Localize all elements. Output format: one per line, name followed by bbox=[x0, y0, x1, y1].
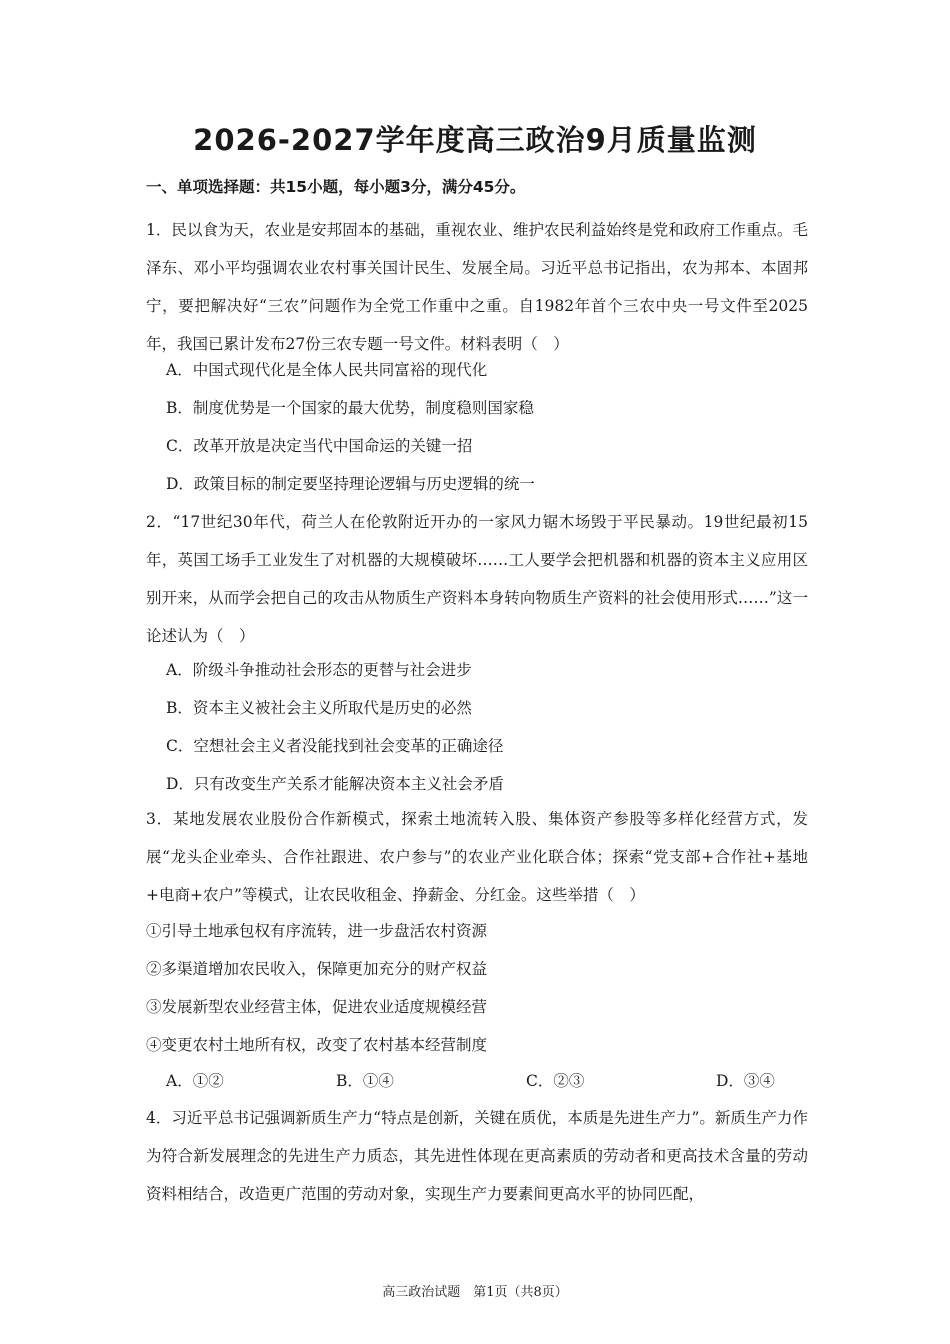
page-title: 2026-2027学年度高三政治9月质量监测 bbox=[193, 123, 757, 157]
q2-option-d: D．只有改变生产关系才能解决资本主义社会矛盾 bbox=[166, 775, 504, 793]
question-2-stem: 2．“17世纪30年代，荷兰人在伦敦附近开办的一家风力锯木场毁于平民暴动。19世纪最初15年，英国工场手工业发生了对机器的大规模破坏……工人要学会把机器和机器的资本主义应用区别开来，从而学会把自己的攻击从物质生产资料本身转向物质生产资料的社会使用形式……”这一论述认为（ ） bbox=[146, 513, 808, 645]
q2-option-a: A．阶级斗争推动社会形态的更替与社会进步 bbox=[166, 661, 472, 679]
q3-statement-3: ③发展新型农业经营主体，促进农业适度规模经营 bbox=[146, 998, 488, 1016]
q2-option-c: C．空想社会主义者没能找到社会变革的正确途径 bbox=[166, 737, 504, 755]
q1-option-c: C．改革开放是决定当代中国命运的关键一招 bbox=[166, 437, 473, 455]
q1-option-d: D．政策目标的制定要坚持理论逻辑与历史逻辑的统一 bbox=[166, 475, 535, 493]
q3-statement-4: ④变更农村土地所有权，改变了农村基本经营制度 bbox=[146, 1036, 488, 1054]
question-3-stem: 3．某地发展农业股份合作新模式，探索土地流转入股、集体资产参股等多样化经营方式，发展“龙头企业牵头、合作社跟进、农户参与”的农业产业化联合体；探索“党支部+合作社+基地+电商+农户”等模式，让农民收租金、挣薪金、分红金。这些举措（ ） bbox=[146, 810, 808, 904]
question-1-stem: 1．民以食为天，农业是安邦固本的基础，重视农业、维护农民利益始终是党和政府工作重点。毛泽东、邓小平均强调农业农村事关国计民生、发展全局。习近平总书记指出，农为邦本、本固邦宁，要把解决好“三农”问题作为全党工作重中之重。自1982年首个三农中央一号文件至2025年，我国已累计发布27份三农专题一号文件。材料表明（ ） bbox=[146, 221, 808, 353]
q3-statement-2: ②多渠道增加农民收入，保障更加充分的财产权益 bbox=[146, 960, 488, 978]
question-4-stem: 4．习近平总书记强调新质生产力“特点是创新，关键在质优，本质是先进生产力”。新质生产力作为符合新发展理念的先进生产力质态，其先进性体现在更高素质的劳动者和更高技术含量的劳动资料相结合，改造更广范围的劳动对象，实现生产力要素间更高水平的协同匹配， bbox=[146, 1109, 808, 1203]
section-heading: 一、单项选择题：共15小题，每小题3分，满分45分。 bbox=[146, 178, 526, 196]
q1-option-a: A．中国式现代化是全体人民共同富裕的现代化 bbox=[166, 361, 488, 379]
q3-option-b: B．①④ bbox=[336, 1072, 394, 1090]
q3-option-a: A．①② bbox=[166, 1072, 224, 1090]
q1-option-b: B．制度优势是一个国家的最大优势，制度稳则国家稳 bbox=[166, 399, 534, 417]
page-footer: 高三政治试题 第1页（共8页） bbox=[382, 1285, 568, 1300]
q2-option-b: B．资本主义被社会主义所取代是历史的必然 bbox=[166, 699, 472, 717]
q3-option-d: D．③④ bbox=[716, 1072, 775, 1090]
q3-option-c: C．②③ bbox=[526, 1072, 585, 1090]
q3-statement-1: ①引导土地承包权有序流转，进一步盘活农村资源 bbox=[146, 922, 488, 940]
